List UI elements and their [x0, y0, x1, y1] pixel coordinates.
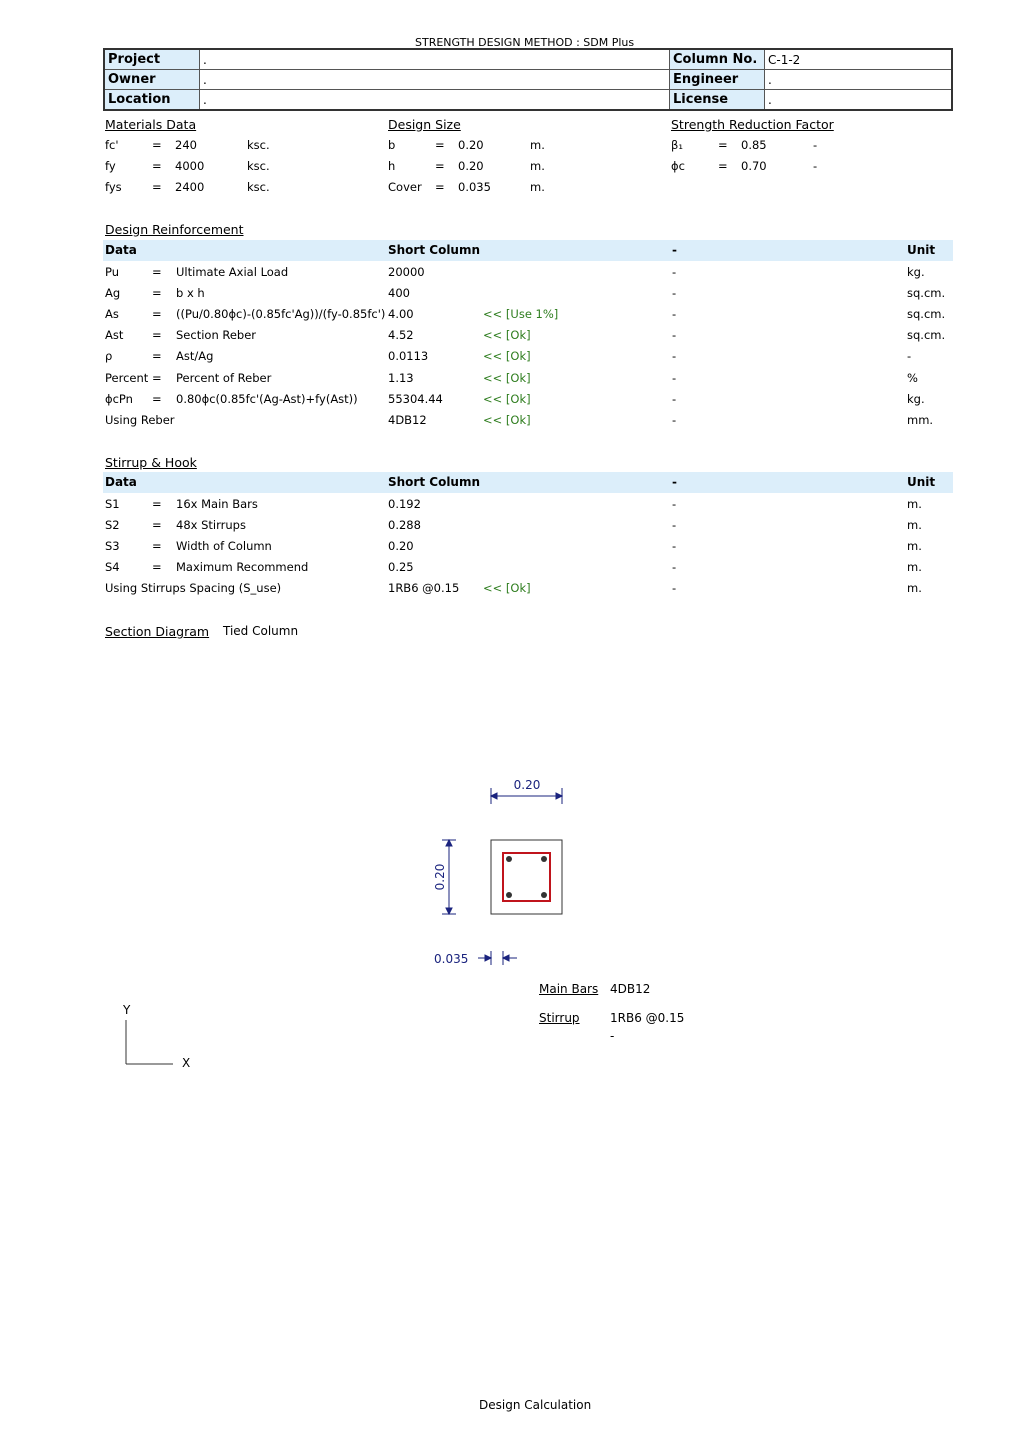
stirrup-value: 0.192 [388, 497, 421, 511]
reinforcement-eq: = [152, 307, 162, 322]
stirrup-name: S3 [105, 539, 120, 554]
stirrup-eq: = [152, 518, 162, 533]
reinforcement-name: ρ [105, 349, 113, 364]
engineer-label: Engineer [670, 70, 765, 90]
stirrup-extra: - [610, 1029, 615, 1043]
design-size-eq: = [435, 180, 445, 194]
stirrup-value: 0.25 [388, 560, 414, 575]
stirrup-eq: = [152, 560, 162, 575]
column-section-diagram [420, 770, 580, 980]
reinforcement-check: << [Use 1%] [483, 307, 559, 322]
main-bar [541, 856, 547, 862]
stirrup-eq: = [152, 497, 162, 511]
reinforcement-unit: kg. [907, 265, 925, 279]
stirrup-value: 0.20 [388, 539, 414, 554]
design-size-name: h [388, 159, 396, 173]
stirrup-unit: m. [907, 497, 922, 511]
main-bar [506, 856, 512, 862]
reinforcement-unit: sq.cm. [907, 328, 946, 343]
stirrup-dash: - [672, 518, 677, 533]
design-size-eq: = [435, 159, 445, 173]
design-size-title: Design Size [388, 117, 461, 132]
project-value: . [200, 49, 670, 70]
reinforcement-head-dash: - [672, 243, 677, 257]
reinforcement-title: Design Reinforcement [105, 222, 244, 237]
reinforcement-name: Pu [105, 265, 120, 279]
stirrup-name: S1 [105, 497, 120, 511]
material-name: fys [105, 180, 122, 194]
location-label: Location [104, 90, 200, 111]
stirrup-title: Stirrup & Hook [105, 455, 197, 470]
project-label: Project [104, 49, 200, 70]
stirrup-name: Using Stirrups Spacing (S_use) [105, 581, 282, 596]
reinforcement-unit: - [907, 349, 912, 364]
stirrup-dash: - [672, 497, 677, 511]
reinforcement-dash: - [672, 412, 677, 427]
section-diagram-subtitle: Tied Column [223, 624, 299, 638]
stirrup-label: Stirrup [539, 1011, 580, 1025]
design-size-name: b [388, 138, 396, 152]
material-eq: = [152, 180, 162, 194]
material-name: fc' [105, 138, 119, 152]
axis-x-label: X [182, 1056, 191, 1070]
material-value: 240 [175, 138, 197, 152]
stirrup-desc: 16x Main Bars [176, 497, 258, 511]
reinforcement-head-data: Data [105, 243, 137, 257]
main-bar [541, 892, 547, 898]
reinforcement-value: 4DB12 [388, 412, 427, 427]
reinforcement-check: << [Ok] [483, 391, 531, 406]
material-unit: ksc. [247, 138, 270, 152]
reduction-value: 0.85 [741, 138, 767, 152]
main-bar [506, 892, 512, 898]
material-eq: = [152, 138, 162, 152]
column-no-label: Column No. [670, 49, 765, 70]
reinforcement-desc: Ast/Ag [176, 349, 214, 364]
report-title: STRENGTH DESIGN METHOD : SDM Plus [415, 36, 635, 49]
design-size-value: 0.20 [458, 138, 484, 152]
reinforcement-unit: kg. [907, 391, 925, 406]
reduction-eq: = [718, 138, 728, 152]
reinforcement-name: Using Reber [105, 412, 175, 427]
reduction-title: Strength Reduction Factor [671, 117, 834, 132]
reinforcement-dash: - [672, 349, 677, 364]
reduction-name: ϕc [671, 159, 685, 173]
cover-dimension [478, 951, 517, 965]
reinforcement-name: Ag [105, 286, 121, 301]
stirrup-value: 0.288 [388, 518, 421, 533]
reinforcement-value: 0.0113 [388, 349, 429, 364]
stirrup-unit: m. [907, 560, 922, 575]
reduction-unit: - [813, 138, 818, 152]
reinforcement-check: << [Ok] [483, 328, 531, 343]
reduction-value: 0.70 [741, 159, 767, 173]
reinforcement-dash: - [672, 286, 677, 301]
reinforcement-dash: - [672, 391, 677, 406]
reinforcement-eq: = [152, 286, 162, 301]
stirrup-dash: - [672, 560, 677, 575]
stirrup-eq: = [152, 539, 162, 554]
materials-title: Materials Data [105, 117, 197, 132]
license-value: . [765, 90, 953, 111]
reinforcement-dash: - [672, 328, 677, 343]
stirrup-desc: Maximum Recommend [176, 560, 309, 575]
stirrup-unit: m. [907, 581, 922, 596]
reinforcement-eq: = [152, 370, 162, 385]
reinforcement-value: 400 [388, 286, 410, 301]
reinforcement-head-short: Short Column [388, 243, 481, 257]
stirrup-dash: - [672, 539, 677, 554]
reinforcement-name: Percent [105, 370, 149, 385]
project-info-table [103, 48, 953, 111]
material-value: 4000 [175, 159, 205, 173]
reinforcement-desc: Section Reber [176, 328, 257, 343]
reinforcement-name: ϕcPn [105, 391, 133, 406]
main-bars-label: Main Bars [539, 982, 599, 996]
reinforcement-value: 1.13 [388, 370, 414, 385]
reinforcement-unit: sq.cm. [907, 286, 946, 301]
stirrup-head-dash: - [672, 475, 677, 489]
stirrup-head-unit: Unit [907, 475, 936, 489]
axis-y-label: Y [123, 1003, 131, 1017]
reinforcement-eq: = [152, 328, 162, 343]
location-value: . [200, 90, 670, 111]
reinforcement-check: << [Ok] [483, 412, 531, 427]
design-size-name: Cover [388, 180, 422, 194]
reinforcement-unit: mm. [907, 412, 934, 427]
height-label: 0.20 [433, 863, 447, 891]
reinforcement-desc: Percent of Reber [176, 370, 272, 385]
reduction-name: β₁ [671, 138, 683, 152]
stirrup-header-band [103, 472, 953, 493]
reinforcement-value: 4.52 [388, 328, 414, 343]
stirrup-desc: Width of Column [176, 539, 272, 554]
reinforcement-check: << [Ok] [483, 370, 531, 385]
reinforcement-check: << [Ok] [483, 349, 531, 364]
stirrup-check: << [Ok] [483, 581, 531, 596]
reinforcement-value: 20000 [388, 265, 425, 279]
reinforcement-name: Ast [105, 328, 124, 343]
reinforcement-name: As [105, 307, 119, 322]
reinforcement-header-band [103, 240, 953, 261]
reinforcement-eq: = [152, 265, 162, 279]
stirrup-head-short: Short Column [388, 475, 481, 489]
stirrup-name: S2 [105, 518, 120, 533]
reinforcement-desc: Ultimate Axial Load [176, 265, 289, 279]
reinforcement-dash: - [672, 370, 677, 385]
design-size-unit: m. [530, 180, 545, 194]
reinforcement-eq: = [152, 391, 162, 406]
owner-label: Owner [104, 70, 200, 90]
stirrup-unit: m. [907, 518, 922, 533]
design-size-value: 0.035 [458, 180, 491, 194]
stirrup-desc: 48x Stirrups [176, 518, 246, 533]
reinforcement-desc: 0.80ϕc(0.85fc'(Ag-Ast)+fy(Ast)) [176, 391, 358, 406]
reinforcement-unit: sq.cm. [907, 307, 946, 322]
engineer-value: . [765, 70, 953, 90]
reinforcement-dash: - [672, 307, 677, 322]
reduction-unit: - [813, 159, 818, 173]
owner-value: . [200, 70, 670, 90]
design-size-unit: m. [530, 159, 545, 173]
reinforcement-head-unit: Unit [907, 243, 936, 257]
stirrup-value: 1RB6 @0.15 [388, 581, 460, 596]
license-label: License [670, 90, 765, 111]
reinforcement-eq: = [152, 349, 162, 364]
material-unit: ksc. [247, 180, 270, 194]
stirrup-value: 1RB6 @0.15 [610, 1011, 685, 1025]
reinforcement-value: 4.00 [388, 307, 414, 322]
reinforcement-desc: ((Pu/0.80ϕc)-(0.85fc'Ag))/(fy-0.85fc') [176, 307, 386, 322]
cover-label: 0.035 [434, 952, 469, 966]
stirrup-dash: - [672, 581, 677, 596]
page-footer: Design Calculation [479, 1398, 592, 1412]
column-no-value: C-1-2 [765, 49, 953, 70]
design-size-unit: m. [530, 138, 545, 152]
material-value: 2400 [175, 180, 205, 194]
section-diagram-title: Section Diagram [105, 624, 210, 639]
width-label: 0.20 [513, 778, 541, 792]
reinforcement-unit: % [907, 370, 918, 385]
stirrup-head-data: Data [105, 475, 137, 489]
column-outline [491, 840, 562, 914]
reduction-eq: = [718, 159, 728, 173]
reinforcement-desc: b x h [176, 286, 205, 301]
design-size-eq: = [435, 138, 445, 152]
stirrup-name: S4 [105, 560, 120, 575]
material-eq: = [152, 159, 162, 173]
stirrup-unit: m. [907, 539, 922, 554]
main-bars-value: 4DB12 [610, 982, 651, 996]
material-name: fy [105, 159, 116, 173]
design-size-value: 0.20 [458, 159, 484, 173]
reinforcement-dash: - [672, 265, 677, 279]
material-unit: ksc. [247, 159, 270, 173]
reinforcement-value: 55304.44 [388, 391, 443, 406]
